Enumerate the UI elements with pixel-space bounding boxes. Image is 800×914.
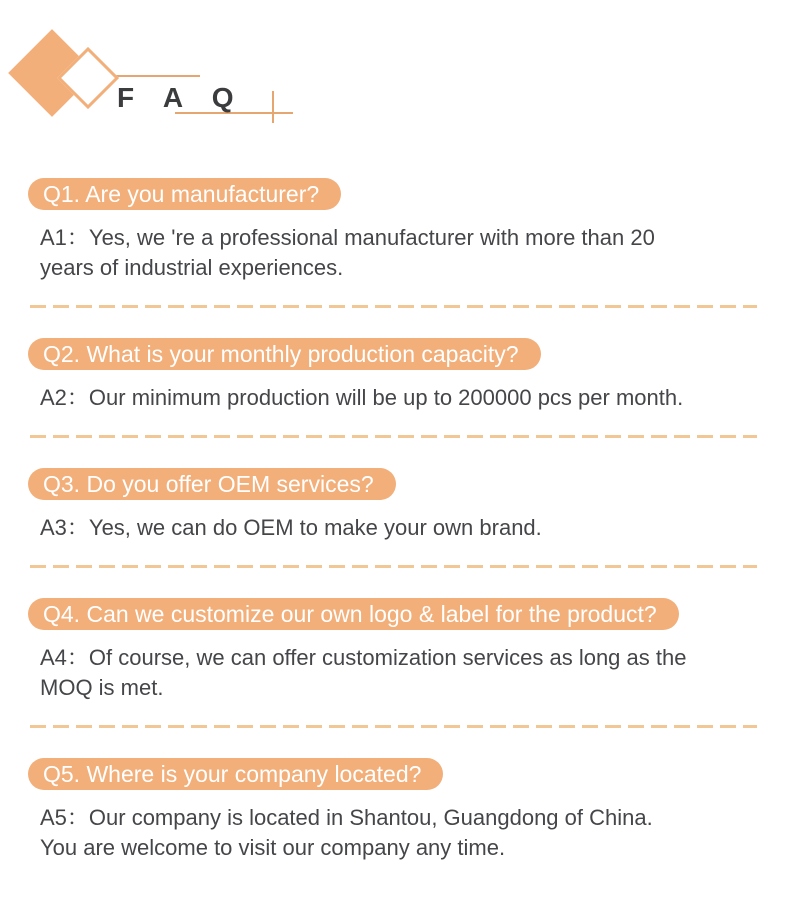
answer-line: A4：Of course, we can offer customization services as long as the bbox=[40, 645, 687, 670]
faq-item-2 bbox=[28, 338, 772, 438]
question-label: Q4. Can we customize our own logo & label for the product? bbox=[43, 601, 657, 627]
faq-list bbox=[0, 178, 800, 863]
answer-line: You are welcome to visit our company any time. bbox=[40, 835, 506, 860]
faq-item-3 bbox=[28, 468, 772, 568]
answer-text bbox=[40, 383, 760, 413]
question-label: Q5. Where is your company located? bbox=[43, 761, 422, 787]
answer-text bbox=[40, 803, 760, 863]
answer-line: years of industrial experiences. bbox=[40, 255, 344, 280]
faq-item-1 bbox=[28, 178, 772, 308]
question-pill bbox=[28, 338, 541, 370]
question-pill bbox=[28, 758, 443, 790]
dashed-divider bbox=[30, 305, 757, 308]
dashed-divider bbox=[30, 565, 757, 568]
question-label: Q1. Are you manufacturer? bbox=[43, 181, 320, 207]
faq-header bbox=[0, 0, 800, 178]
header-line-vertical bbox=[272, 91, 274, 123]
answer-text bbox=[40, 643, 760, 703]
header-line-top bbox=[112, 75, 200, 77]
question-label: Q2. What is your monthly production capacity? bbox=[43, 341, 519, 367]
answer-text bbox=[40, 223, 760, 283]
answer-line: A5：Our company is located in Shantou, Guangdong of China. bbox=[40, 805, 653, 830]
faq-item-5 bbox=[28, 758, 772, 863]
question-label: Q3. Do you offer OEM services? bbox=[43, 471, 374, 497]
question-pill bbox=[28, 178, 341, 210]
answer-line: A2：Our minimum production will be up to 200000 pcs per month. bbox=[40, 385, 684, 410]
question-pill bbox=[28, 598, 679, 630]
faq-item-4 bbox=[28, 598, 772, 728]
dashed-divider bbox=[30, 725, 757, 728]
answer-line: A1：Yes, we 're a professional manufacturer with more than 20 bbox=[40, 225, 655, 250]
dashed-divider bbox=[30, 435, 757, 438]
answer-text bbox=[40, 513, 760, 543]
answer-line: A3：Yes, we can do OEM to make your own brand. bbox=[40, 515, 542, 540]
question-pill bbox=[28, 468, 396, 500]
page-title: F A Q bbox=[117, 82, 245, 113]
answer-line: MOQ is met. bbox=[40, 675, 164, 700]
